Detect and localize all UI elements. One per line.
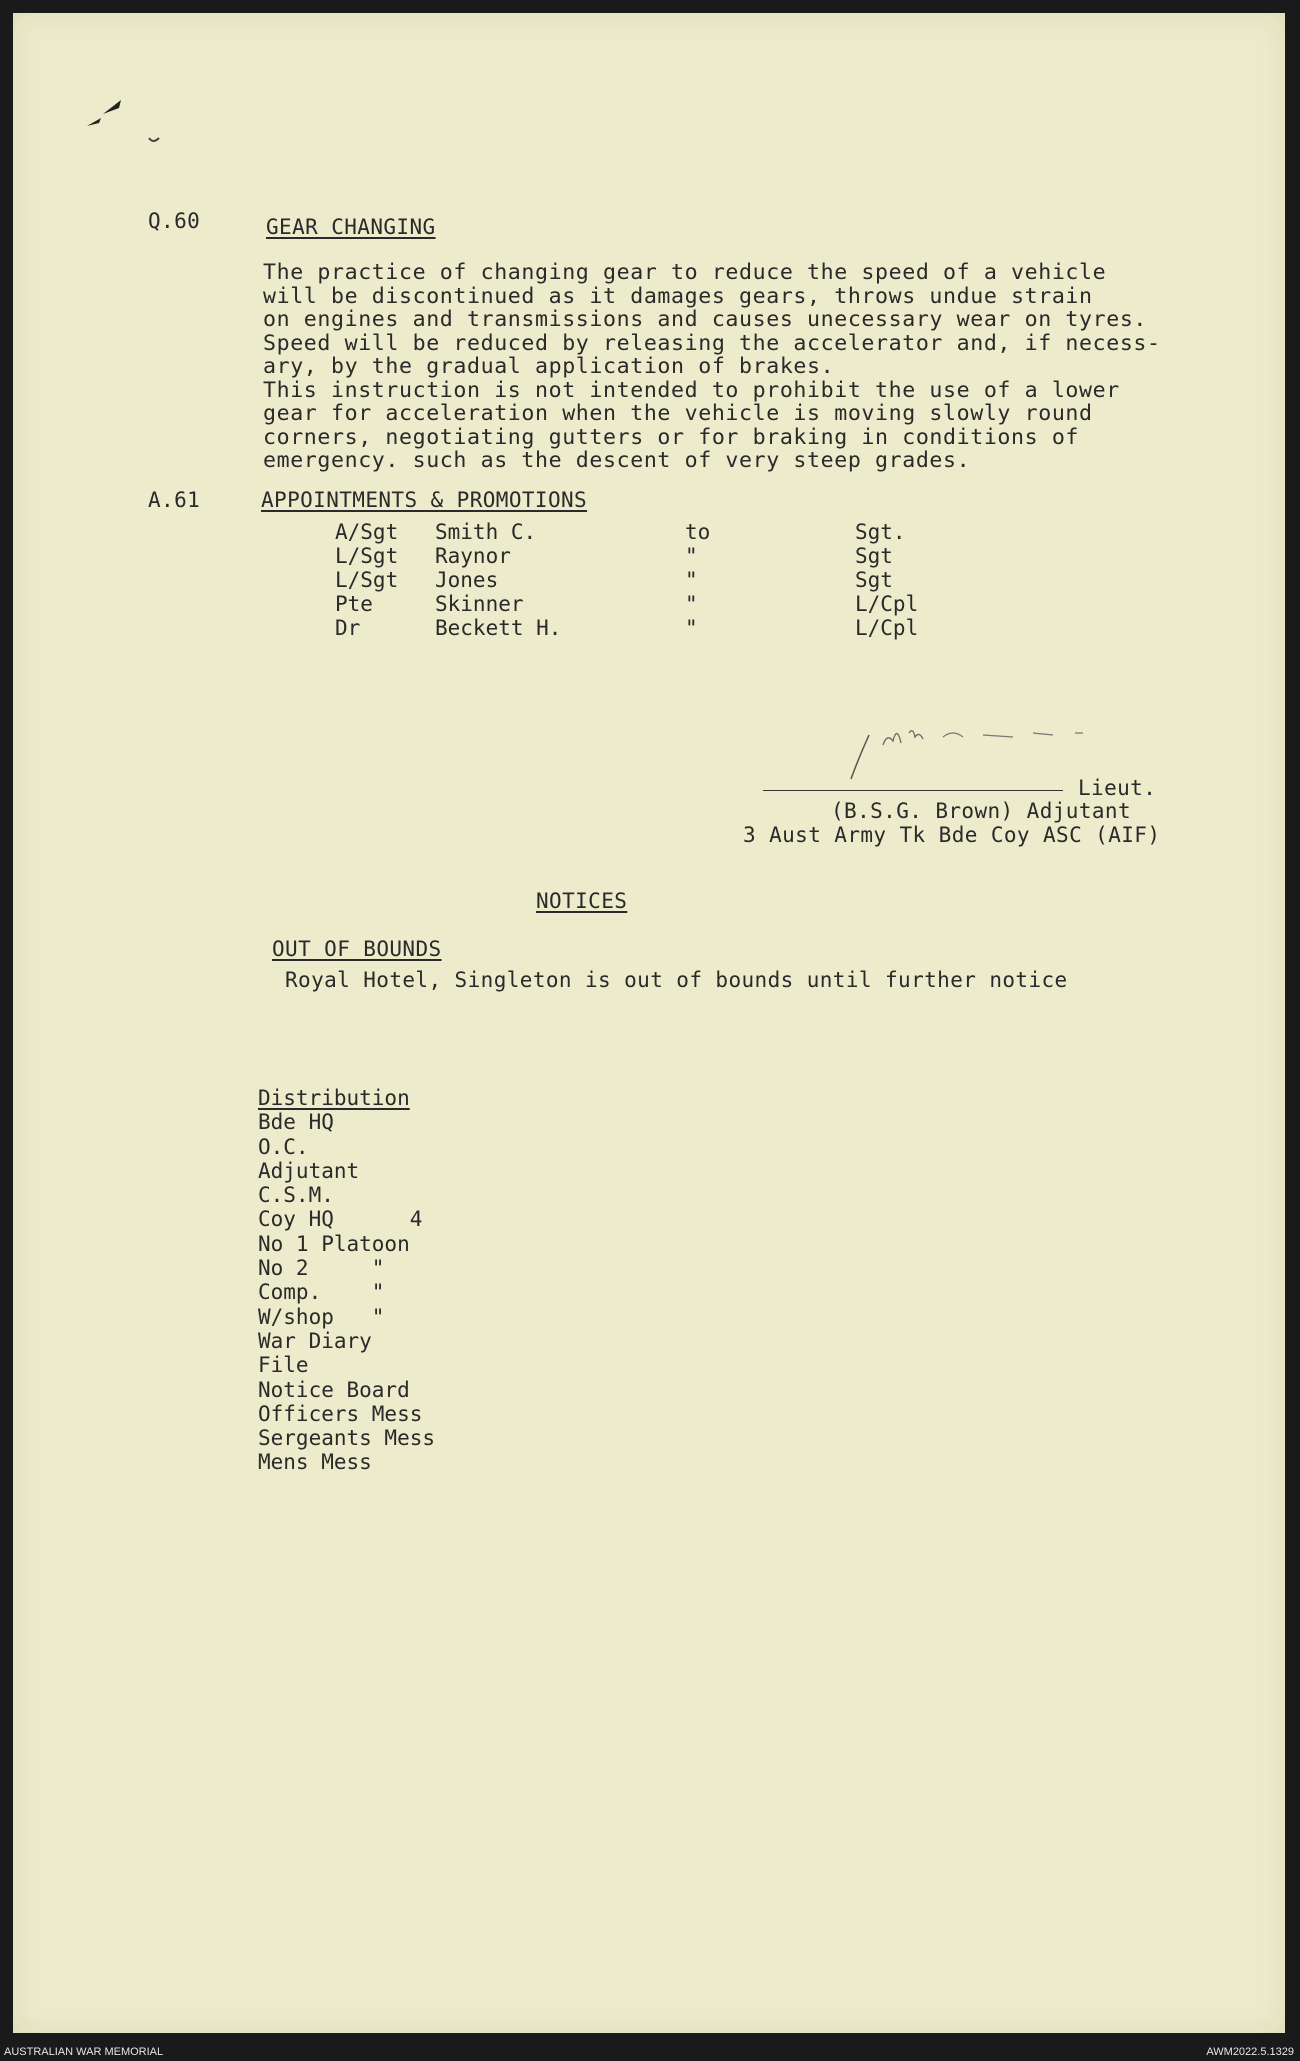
to-cell: " <box>685 568 698 592</box>
signature-line <box>763 790 1063 791</box>
list-item: No 1 Platoon <box>258 1231 410 1256</box>
new-rank-cell: L/Cpl <box>855 616 919 640</box>
list-item: Notice Board <box>258 1377 410 1402</box>
out-of-bounds-heading: OUT OF BOUNDS <box>272 937 442 961</box>
rank-cell: A/Sgt <box>335 520 399 544</box>
list-item: No 2 " <box>258 1256 385 1281</box>
archive-footer <box>0 2046 1300 2061</box>
q60-line: will be discontinued as it damages gears, throws undue strain <box>263 283 1093 309</box>
q60-line: Speed will be reduced by releasing the accelerator and, if necess- <box>263 330 1161 356</box>
to-cell: " <box>685 592 698 616</box>
list-item: Sergeants Mess <box>258 1426 436 1451</box>
list-item: W/shop " <box>258 1304 385 1329</box>
q60-line: The practice of changing gear to reduce the speed of a vehicle <box>263 260 1107 285</box>
to-cell: to <box>685 520 711 544</box>
q60-line: corners, negotiating gutters or for braking in conditions of <box>263 424 1080 450</box>
list-item: Comp. " <box>258 1280 385 1305</box>
document-page <box>13 13 1285 2033</box>
footer-reference: AWM2022.5.1329 <box>1206 2046 1294 2058</box>
list-item: C.S.M. <box>258 1183 334 1208</box>
table-row <box>335 616 919 640</box>
table-row <box>335 568 893 592</box>
q60-line: This instruction is not intended to prohibit the use of a lower <box>263 377 1120 403</box>
table-row <box>335 544 893 568</box>
distribution-heading: Distribution <box>258 1086 410 1110</box>
new-rank-cell: Sgt <box>855 568 893 592</box>
footer-institution: AUSTRALIAN WAR MEMORIAL <box>4 2046 164 2058</box>
name-cell: Beckett H. <box>435 616 562 640</box>
signature-name: (B.S.G. Brown) Adjutant <box>831 799 1131 823</box>
list-item: Mens Mess <box>258 1450 372 1475</box>
name-cell: Raynor <box>435 544 511 568</box>
table-row <box>335 592 919 616</box>
to-cell: " <box>685 616 698 640</box>
a61-number: A.61 <box>148 488 201 512</box>
to-cell: " <box>685 544 698 568</box>
notices-heading: NOTICES <box>536 889 628 913</box>
rank-cell: Dr <box>335 616 361 640</box>
list-item: Coy HQ 4 <box>258 1207 423 1232</box>
new-rank-cell: Sgt. <box>855 520 906 544</box>
out-of-bounds-text: Royal Hotel, Singleton is out of bounds until further notice <box>285 968 1068 992</box>
rank-cell: L/Sgt <box>335 568 399 592</box>
list-item: Bde HQ <box>258 1110 334 1135</box>
name-cell: Jones <box>435 568 499 592</box>
rank-cell: Pte <box>335 592 373 616</box>
table-row <box>335 520 906 544</box>
name-cell: Skinner <box>435 592 524 616</box>
q60-paragraph <box>263 261 1161 473</box>
signature-unit: 3 Aust Army Tk Bde Coy ASC (AIF) <box>743 823 1161 847</box>
new-rank-cell: Sgt <box>855 544 893 568</box>
distribution-list <box>258 1086 435 1475</box>
list-item: File <box>258 1353 309 1378</box>
list-item: O.C. <box>258 1134 309 1159</box>
list-item: Adjutant <box>258 1158 360 1183</box>
new-rank-cell: L/Cpl <box>855 592 919 616</box>
list-item: War Diary <box>258 1328 372 1353</box>
q60-line: gear for acceleration when the vehicle is moving slowly round <box>263 401 1093 426</box>
q60-line: ary, by the gradual application of brakes. <box>263 354 835 379</box>
q60-line: emergency. such as the descent of very steep grades. <box>263 448 971 473</box>
ink-smudge-mark <box>83 78 173 148</box>
q60-heading: GEAR CHANGING <box>266 215 436 239</box>
appointments-table <box>335 520 919 640</box>
list-item: Officers Mess <box>258 1401 423 1426</box>
signature-title: Lieut. <box>1078 776 1157 800</box>
handwritten-signature <box>843 713 1183 783</box>
name-cell: Smith C. <box>435 520 537 544</box>
q60-number: Q.60 <box>148 209 201 233</box>
rank-cell: L/Sgt <box>335 544 399 568</box>
q60-line: on engines and transmissions and causes unecessary wear on tyres. <box>263 307 1148 332</box>
a61-heading: APPOINTMENTS & PROMOTIONS <box>261 488 588 512</box>
